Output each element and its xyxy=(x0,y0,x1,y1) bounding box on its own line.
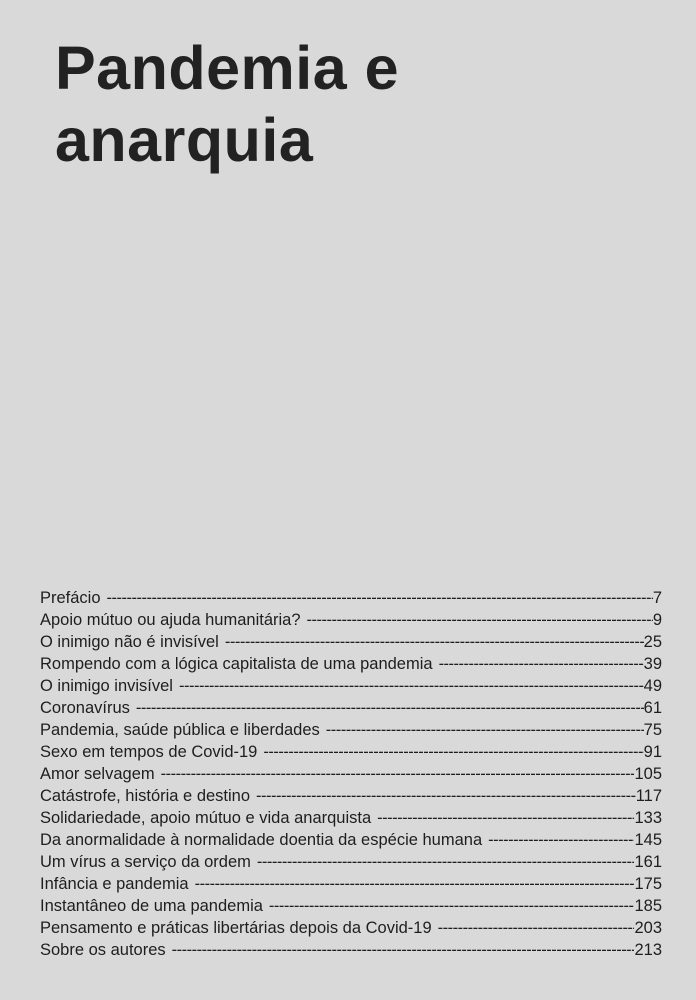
toc-entry xyxy=(40,697,662,719)
toc-entry-title: Pensamento e práticas libertárias depois da Covid-19 xyxy=(40,919,432,937)
toc-entry xyxy=(40,829,662,851)
toc-entry-page: 105 xyxy=(634,765,662,783)
toc-leader xyxy=(438,917,635,939)
toc-leader xyxy=(263,741,643,763)
toc-entry-title: Apoio mútuo ou ajuda humanitária? xyxy=(40,611,301,629)
toc-entry-title: O inimigo invisível xyxy=(40,677,173,695)
toc-entry xyxy=(40,851,662,873)
toc-entry xyxy=(40,675,662,697)
book-title-line-2: anarquia xyxy=(55,106,314,174)
toc-leader xyxy=(195,873,635,895)
toc-leader xyxy=(225,631,644,653)
toc-leader xyxy=(257,851,635,873)
toc-entry-title: Sobre os autores xyxy=(40,941,166,959)
toc-entry-page: 175 xyxy=(634,875,662,893)
toc-entry-title: Prefácio xyxy=(40,589,101,607)
toc-entry-title: Amor selvagem xyxy=(40,765,155,783)
toc-entry-page: 49 xyxy=(643,677,662,695)
toc-leader xyxy=(172,939,635,961)
toc-entry-page: 75 xyxy=(643,721,662,739)
toc-entry-title: O inimigo não é invisível xyxy=(40,633,219,651)
toc-entry-page: 161 xyxy=(634,853,662,871)
toc-leader xyxy=(377,807,634,829)
toc-entry-title: Sexo em tempos de Covid-19 xyxy=(40,743,258,761)
toc-entry xyxy=(40,587,662,609)
toc-entry xyxy=(40,719,662,741)
toc-entry xyxy=(40,785,662,807)
toc-entry-page: 7 xyxy=(652,589,662,607)
toc-entry xyxy=(40,873,662,895)
toc-entry-title: Infância e pandemia xyxy=(40,875,189,893)
toc-entry-page: 25 xyxy=(643,633,662,651)
toc-entry-page: 9 xyxy=(652,611,662,629)
toc-leader xyxy=(179,675,644,697)
toc-entry xyxy=(40,763,662,785)
toc-entry-title: Solidariedade, apoio mútuo e vida anarquista xyxy=(40,809,372,827)
toc-entry-title: Coronavírus xyxy=(40,699,130,717)
toc-entry xyxy=(40,741,662,763)
toc-entry-title: Instantâneo de uma pandemia xyxy=(40,897,263,915)
toc-leader xyxy=(326,719,644,741)
toc-entry-page: 185 xyxy=(634,897,662,915)
toc-entry-title: Rompendo com a lógica capitalista de uma pandemia xyxy=(40,655,433,673)
toc-leader xyxy=(161,763,635,785)
toc-leader xyxy=(256,785,636,807)
toc-entry xyxy=(40,653,662,675)
toc-entry-page: 133 xyxy=(634,809,662,827)
book-title xyxy=(55,32,399,176)
toc-entry xyxy=(40,609,662,631)
toc-entry-page: 39 xyxy=(643,655,662,673)
toc-entry-title: Catástrofe, história e destino xyxy=(40,787,251,805)
toc-entry xyxy=(40,939,662,961)
toc-entry-page: 61 xyxy=(643,699,662,717)
toc-entry-page: 203 xyxy=(634,919,662,937)
toc-leader xyxy=(488,829,634,851)
table-of-contents xyxy=(40,587,662,961)
toc-entry-page: 213 xyxy=(634,941,662,959)
toc-leader xyxy=(439,653,644,675)
toc-entry-title: Da anormalidade à normalidade doentia da espécie humana xyxy=(40,831,483,849)
toc-entry xyxy=(40,807,662,829)
toc-entry-title: Um vírus a serviço da ordem xyxy=(40,853,251,871)
toc-entry-page: 91 xyxy=(643,743,662,761)
toc-entry xyxy=(40,631,662,653)
toc-leader xyxy=(107,587,653,609)
toc-leader xyxy=(269,895,635,917)
toc-leader xyxy=(136,697,644,719)
book-title-line-1: Pandemia e xyxy=(55,34,400,102)
toc-entry-page: 117 xyxy=(635,787,662,805)
toc-entry xyxy=(40,917,662,939)
toc-entry xyxy=(40,895,662,917)
toc-entry-title: Pandemia, saúde pública e liberdades xyxy=(40,721,320,739)
toc-entry-page: 145 xyxy=(634,831,662,849)
toc-leader xyxy=(307,609,653,631)
